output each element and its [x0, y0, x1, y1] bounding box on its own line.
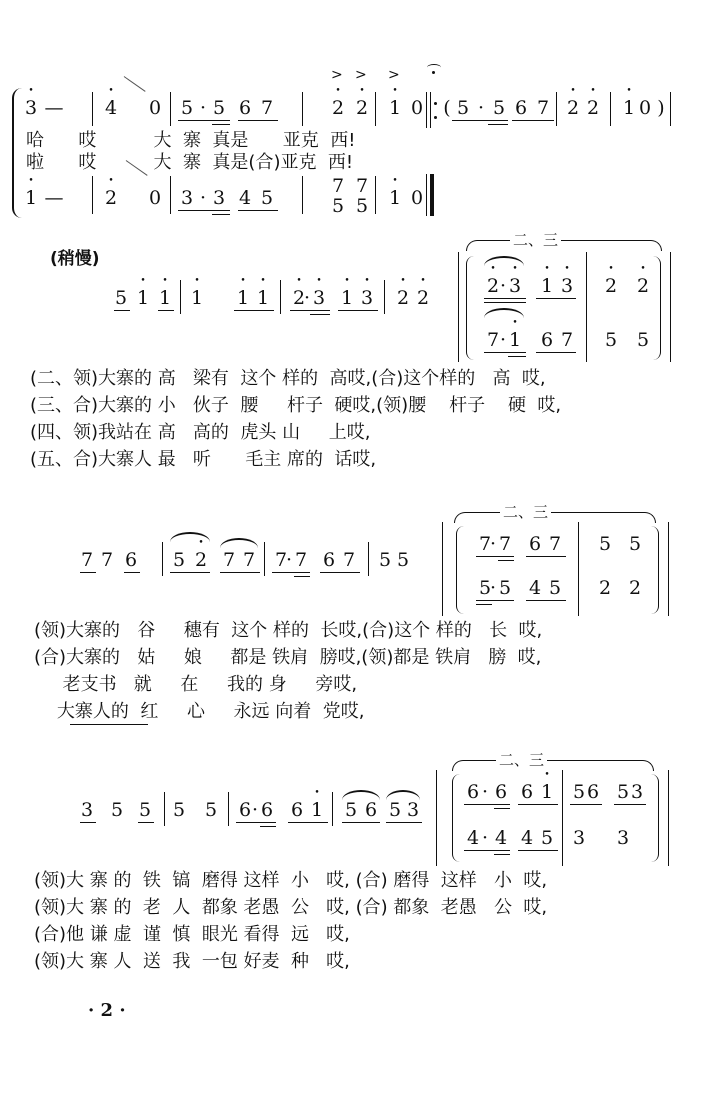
- note: • 1: [540, 782, 554, 802]
- note: 7: [536, 97, 550, 119]
- barline: [170, 92, 171, 126]
- note: 6: [540, 329, 554, 351]
- note: 2 •: [194, 550, 208, 570]
- note: 6: [528, 533, 542, 555]
- underline: [508, 356, 526, 357]
- underline: [288, 822, 328, 823]
- underline: [138, 822, 154, 823]
- underline: [476, 600, 514, 601]
- note: 6: [494, 781, 508, 803]
- note: • 1: [310, 800, 324, 820]
- note: • 1: [158, 288, 172, 308]
- note: 5: [331, 195, 345, 217]
- note: 2: [628, 577, 642, 599]
- note: 7: [100, 549, 114, 571]
- underline: [512, 120, 554, 121]
- barline: [264, 542, 265, 576]
- dot: ·: [499, 275, 507, 297]
- note: 0: [148, 97, 162, 119]
- repeat-barline: [430, 92, 431, 128]
- underline: [526, 600, 566, 601]
- barline: [302, 92, 303, 126]
- barline: [668, 522, 669, 616]
- note: 7: [560, 329, 574, 351]
- lyrics-line: (合)大寨的 姑 娘 都是 铁肩 膀哎,(领)都是 铁肩 膀 哎,: [34, 647, 542, 668]
- underline: [238, 210, 278, 211]
- fermata-dot: [432, 71, 435, 74]
- barline: [228, 792, 229, 826]
- note: 5: [260, 187, 274, 209]
- barline: [332, 792, 333, 826]
- repeat-barline: [426, 92, 427, 128]
- volta-brace-left: [452, 774, 461, 862]
- underline: [476, 604, 492, 605]
- underline: [310, 314, 330, 315]
- underline: [494, 854, 510, 855]
- barline: [368, 542, 369, 576]
- underline: [320, 572, 360, 573]
- underline: [526, 556, 566, 557]
- note: • 2: [416, 288, 430, 308]
- note: 3: [406, 799, 420, 821]
- tempo-marking: (稍慢): [50, 249, 100, 269]
- barline: [670, 92, 671, 126]
- note: 5: [114, 287, 128, 309]
- lyrics-line: 哈 哎 大 寨 真是 亚克 西!: [26, 130, 356, 151]
- note: 7: [242, 549, 256, 571]
- underline: [452, 120, 508, 121]
- note: • 1: [24, 188, 38, 208]
- note: • 1: [340, 288, 354, 308]
- underline: [236, 822, 276, 823]
- note: 0: [410, 97, 424, 119]
- note: 5: [616, 781, 630, 803]
- underline: [488, 124, 508, 125]
- note: • 3: [560, 276, 574, 296]
- underline: [212, 124, 230, 125]
- note: 7: [548, 533, 562, 555]
- barline: [164, 792, 165, 826]
- note: 5: [212, 97, 226, 119]
- note: 5: [628, 533, 642, 555]
- note: • 2: [604, 276, 618, 296]
- underline: [238, 120, 278, 121]
- note: 2: [598, 577, 612, 599]
- barline: [375, 176, 376, 214]
- note: 7: [274, 549, 288, 571]
- slur: [484, 308, 524, 318]
- final-barline: [426, 174, 427, 216]
- note: 6: [364, 799, 378, 821]
- underline: [124, 572, 140, 573]
- note: • 4: [104, 98, 118, 118]
- note: • 1: [256, 288, 270, 308]
- lyrics-line: (领)大寨的 谷 穗有 这个 样的 长哎,(合)这个 样的 长 哎,: [34, 620, 543, 641]
- note: • 3: [24, 98, 38, 118]
- underline: [178, 210, 230, 211]
- note: 4: [238, 187, 252, 209]
- barline: [384, 280, 385, 314]
- underline: [114, 310, 130, 311]
- note: 6: [520, 781, 534, 803]
- volta-bracket: [466, 240, 662, 251]
- underline: [518, 850, 558, 851]
- note: 7: [355, 175, 369, 197]
- note: 7: [486, 329, 500, 351]
- barline: [180, 280, 181, 314]
- dash: —: [44, 187, 64, 209]
- lyrics-line: 老支书 就 在 我的 身 旁哎,: [34, 674, 358, 695]
- note: 5: [378, 549, 392, 571]
- note: 6: [260, 799, 274, 821]
- note: 5: [548, 577, 562, 599]
- fermata: [427, 64, 441, 71]
- barline: [578, 522, 579, 616]
- volta-label: 二、三: [496, 752, 547, 768]
- barline: [610, 92, 611, 126]
- barline: [92, 92, 93, 126]
- lyrics-line: 啦 哎 大 寨 真是(合)亚克 西!: [26, 152, 354, 173]
- note: 6: [322, 549, 336, 571]
- note: 7: [331, 175, 345, 197]
- lyrics-line: (合)他 谦 虚 谨 慎 眼光 看得 远 哎,: [34, 924, 350, 945]
- underline: [484, 352, 526, 353]
- note: 5: [172, 549, 186, 571]
- dot: ·: [481, 827, 489, 849]
- dot: ·: [285, 549, 293, 571]
- dot: ·: [199, 97, 207, 119]
- note: 5: [478, 577, 492, 599]
- note: • 1: [388, 188, 402, 208]
- note: 5: [355, 195, 369, 217]
- note: 5: [604, 329, 618, 351]
- volta-brace-left: [456, 526, 465, 614]
- underline: [170, 572, 210, 573]
- note: 5: [396, 549, 410, 571]
- note: 4: [494, 827, 508, 849]
- underline: [272, 572, 310, 573]
- note: • 1: [508, 330, 522, 350]
- underline: [80, 822, 96, 823]
- note: 3: [212, 187, 226, 209]
- underline: [518, 804, 558, 805]
- note: 6: [124, 549, 138, 571]
- accent-mark: >: [331, 67, 343, 83]
- slur: [220, 538, 258, 548]
- volta-label: 二、三: [510, 232, 561, 248]
- note: • 2: [636, 276, 650, 296]
- note: • 2: [566, 98, 580, 118]
- underline: [294, 576, 310, 577]
- barline: [556, 92, 557, 126]
- barline: [458, 252, 459, 362]
- note: • 1: [190, 288, 204, 308]
- underline: [484, 298, 526, 299]
- note: 7: [222, 549, 236, 571]
- accent-mark: >: [388, 67, 400, 83]
- note: 5: [456, 97, 470, 119]
- accent-mark: >: [355, 67, 367, 83]
- note: • 3: [360, 288, 374, 308]
- note: 5: [572, 781, 586, 803]
- note: 7: [342, 549, 356, 571]
- note: 0: [410, 187, 424, 209]
- dot: ·: [303, 287, 311, 309]
- underline: [220, 572, 260, 573]
- note: • 2: [331, 98, 345, 118]
- underline: [178, 120, 230, 121]
- note: • 2: [586, 98, 600, 118]
- barline: [562, 770, 563, 866]
- underline: [212, 214, 230, 215]
- note: 5: [344, 799, 358, 821]
- dot: ·: [481, 781, 489, 803]
- note: 7: [498, 533, 512, 555]
- lyrics-line: (二、领)大寨的 高 梁有 这个 样的 高哎,(合)这个样的 高 哎,: [30, 368, 546, 389]
- barline: [436, 770, 437, 866]
- note: 5: [138, 799, 152, 821]
- note: 6: [466, 781, 480, 803]
- system-brace: [12, 88, 24, 218]
- note: 3: [572, 827, 586, 849]
- lyrics-line: (领)大 寨 的 老 人 都象 老愚 公 哎, (合) 都象 老愚 公 哎,: [34, 897, 548, 918]
- note: 3: [630, 781, 644, 803]
- barline: [442, 522, 443, 616]
- barline: [670, 252, 671, 362]
- barline: [668, 770, 669, 866]
- underline: [338, 310, 378, 311]
- note: 5: [110, 799, 124, 821]
- underline: [342, 822, 380, 823]
- breath-mark: [124, 76, 146, 92]
- lyrics-line: 大寨人的 红 心 永远 向着 党哎,: [34, 701, 365, 722]
- volta-brace-right: [650, 774, 659, 862]
- note: 0: [148, 187, 162, 209]
- note: 6: [238, 97, 252, 119]
- note: 3: [180, 187, 194, 209]
- volta-brace-right: [652, 256, 661, 360]
- underline: [614, 804, 646, 805]
- note: 4: [466, 827, 480, 849]
- note: 5: [204, 799, 218, 821]
- paren: ): [657, 97, 665, 119]
- barline: [170, 176, 171, 214]
- underline: [484, 302, 526, 303]
- note: 5: [172, 799, 186, 821]
- underline: [536, 352, 576, 353]
- underline: [536, 298, 576, 299]
- barline: [302, 176, 303, 214]
- note: • 3: [508, 276, 522, 296]
- lyrics-line: (五、合)大寨人 最 听 毛主 席的 话哎,: [30, 449, 377, 470]
- underline: [464, 850, 510, 851]
- underline: [70, 724, 148, 725]
- note: 4: [520, 827, 534, 849]
- note: • 2: [396, 288, 410, 308]
- underline: [80, 572, 96, 573]
- barline: [162, 542, 163, 576]
- repeat-dot: [434, 102, 437, 105]
- underline: [464, 804, 510, 805]
- note: 7: [294, 549, 308, 571]
- note: • 1: [136, 288, 150, 308]
- volta-label: 二、三: [500, 504, 551, 520]
- underline: [290, 310, 330, 311]
- underline: [494, 808, 510, 809]
- underline: [386, 822, 422, 823]
- barline: [280, 280, 281, 314]
- underline: [476, 556, 514, 557]
- volta-bracket: [454, 512, 656, 523]
- note: 7: [260, 97, 274, 119]
- note: • 2: [355, 98, 369, 118]
- underline: [260, 826, 276, 827]
- underline: [498, 560, 514, 561]
- note: • 1: [622, 98, 636, 118]
- underline: [158, 310, 174, 311]
- note: 0: [638, 97, 652, 119]
- repeat-dot: [434, 116, 437, 119]
- note: • 2: [292, 288, 306, 308]
- page-number: · 2 ·: [88, 1000, 126, 1021]
- lyrics-line: (领)大 寨 的 铁 镐 磨得 这样 小 哎, (合) 磨得 这样 小 哎,: [34, 870, 548, 891]
- note: 6: [514, 97, 528, 119]
- note: • 1: [236, 288, 250, 308]
- barline: [375, 92, 376, 126]
- note: 5: [540, 827, 554, 849]
- dot: ·: [499, 329, 507, 351]
- final-barline-thick: [430, 174, 434, 216]
- volta-brace-left: [466, 256, 475, 360]
- note: 3: [616, 827, 630, 849]
- dot: ·: [199, 187, 207, 209]
- dot: ·: [251, 799, 259, 821]
- note: 5: [180, 97, 194, 119]
- lyrics-line: (三、合)大寨的 小 伙子 腰 杆子 硬哎,(领)腰 杆子 硬 哎,: [30, 395, 562, 416]
- note: 7: [478, 533, 492, 555]
- note: 4: [528, 577, 542, 599]
- note: • 3: [312, 288, 326, 308]
- dash: —: [44, 97, 64, 119]
- note: • 2: [486, 276, 500, 296]
- paren: (: [443, 97, 451, 119]
- dot: ·: [477, 97, 485, 119]
- note: • 1: [540, 276, 554, 296]
- underline: [570, 804, 602, 805]
- lyrics-line: (领)大 寨 人 送 我 一包 好麦 种 哎,: [34, 951, 350, 972]
- barline: [586, 252, 587, 362]
- note: 6: [290, 799, 304, 821]
- note: 5: [388, 799, 402, 821]
- note: 6: [586, 781, 600, 803]
- note: 7: [80, 549, 94, 571]
- note: 5: [492, 97, 506, 119]
- note: • 2: [104, 188, 118, 208]
- note: 6: [238, 799, 252, 821]
- barline: [92, 176, 93, 214]
- note: 5: [598, 533, 612, 555]
- dot: ·: [489, 577, 497, 599]
- note: 5: [498, 577, 512, 599]
- dot: ·: [489, 533, 497, 555]
- volta-brace-right: [650, 526, 659, 614]
- underline: [234, 310, 274, 311]
- note: 5: [636, 329, 650, 351]
- note: • 1: [388, 98, 402, 118]
- lyrics-line: (四、领)我站在 高 高的 虎头 山 上哎,: [30, 422, 371, 443]
- note: 3: [80, 799, 94, 821]
